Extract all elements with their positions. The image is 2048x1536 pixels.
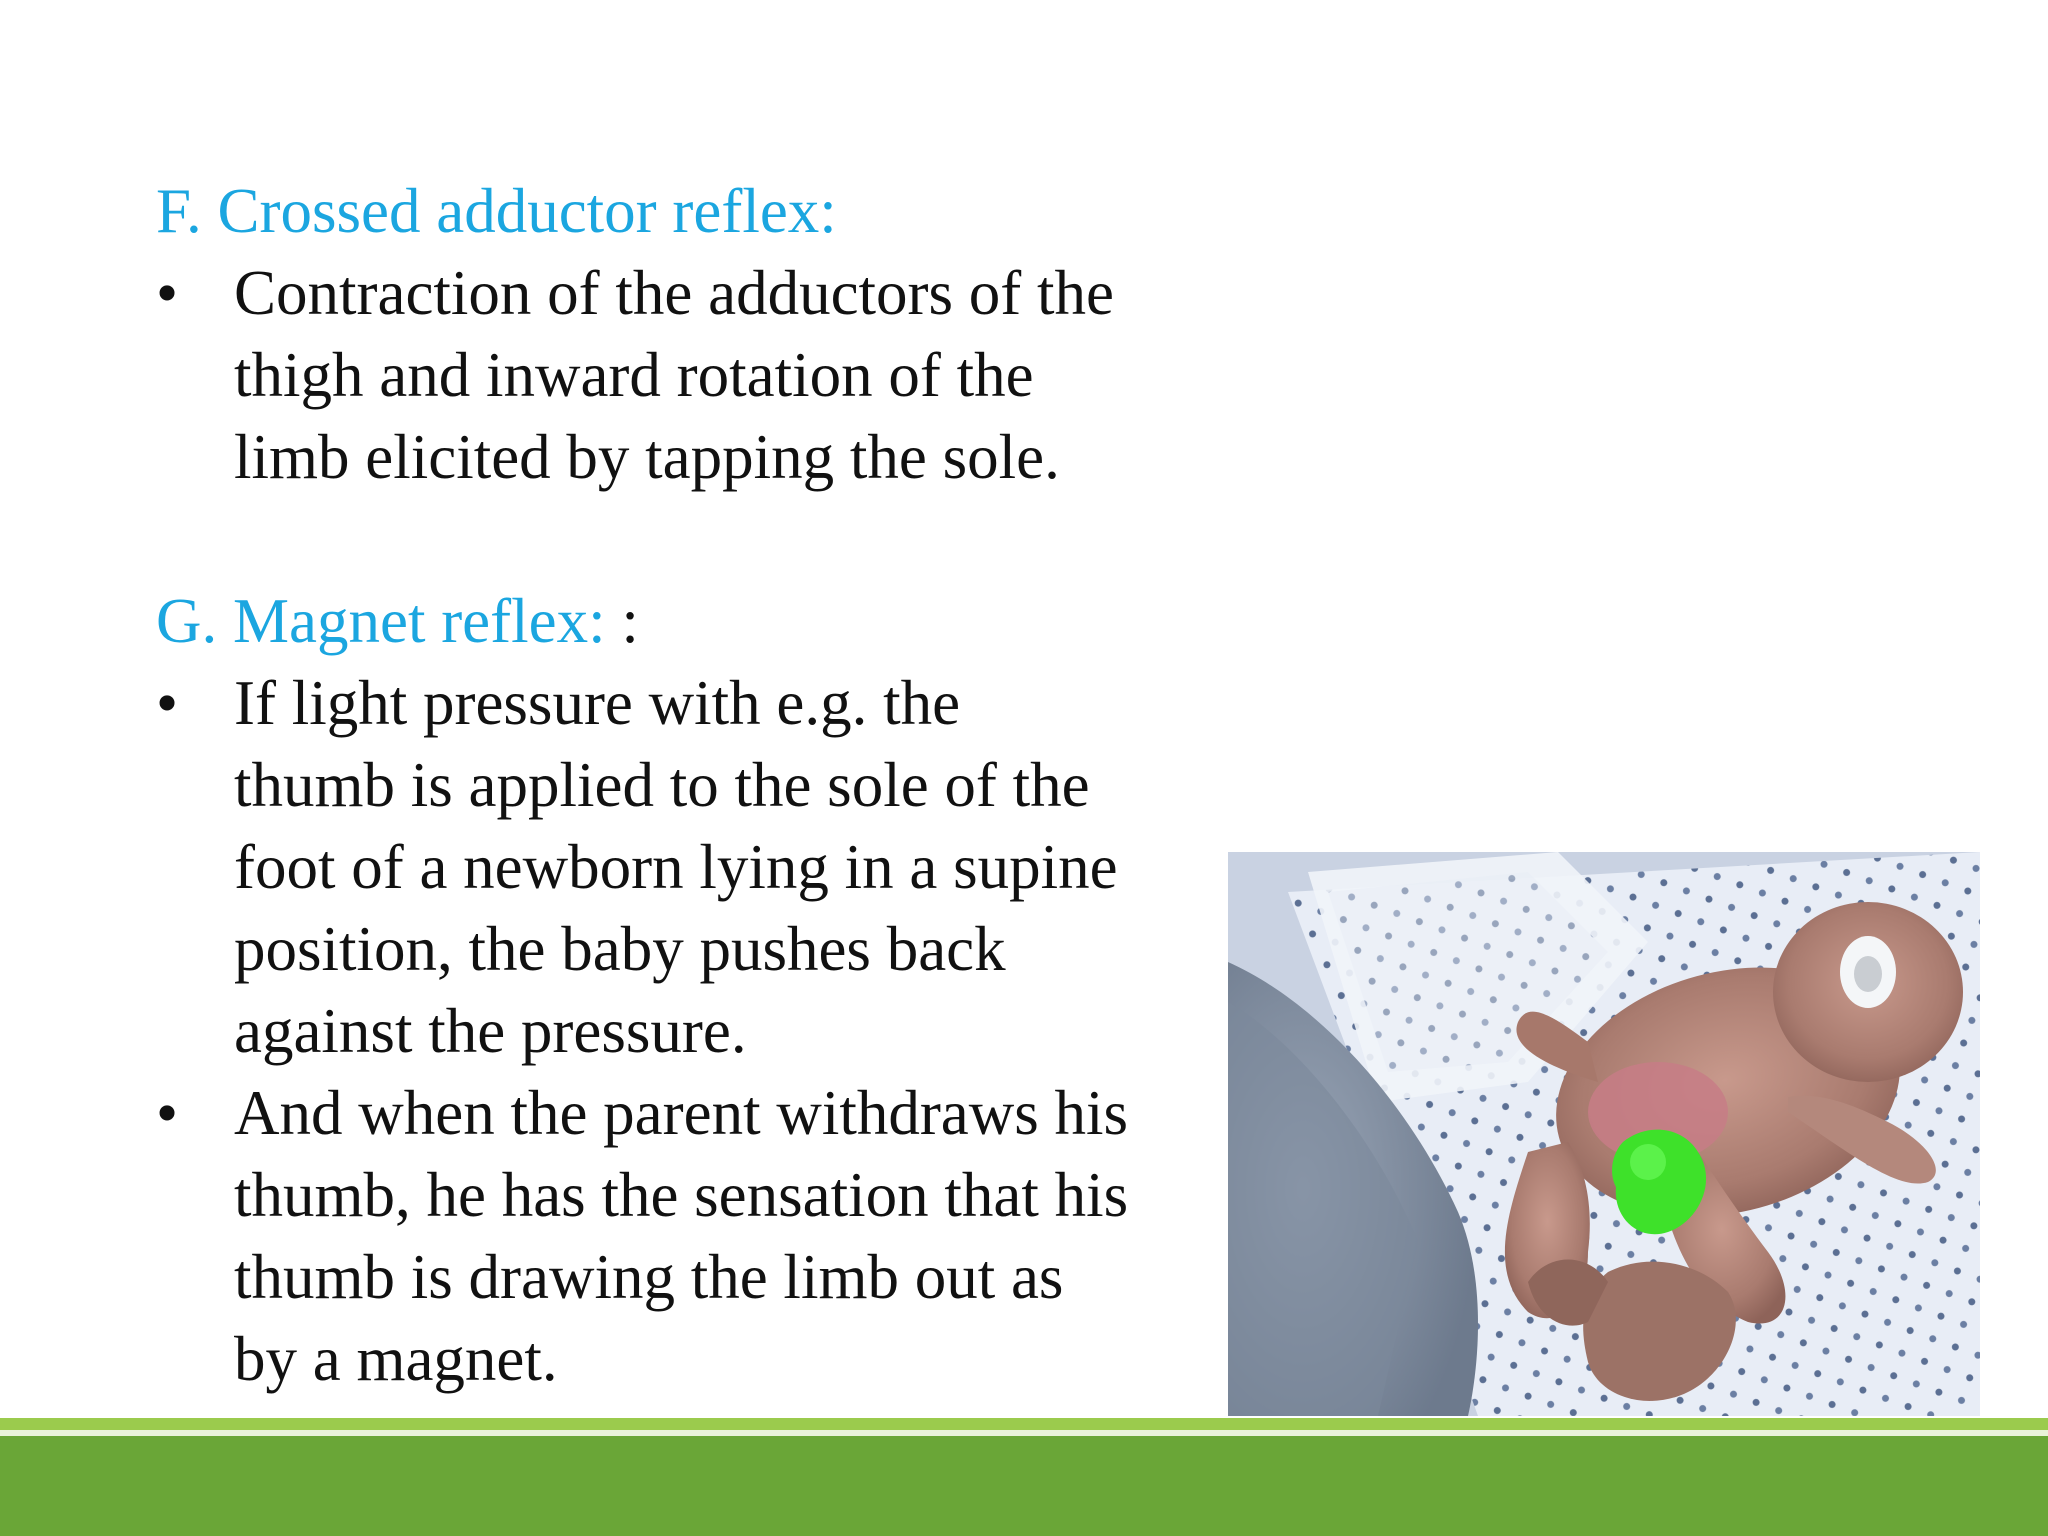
list-item bbox=[156, 662, 1136, 1072]
bullet-text: If light pressure with e.g. the thumb is applied to the sole of the foot of a newborn lying in a supine position, the baby pushes back against the pressure. bbox=[234, 668, 1118, 1066]
bullet-list-crossed-adductor bbox=[156, 252, 1136, 498]
heading-crossed-adductor bbox=[156, 170, 1136, 252]
footer-stripe bbox=[0, 1418, 2048, 1430]
bullet-dot: • bbox=[156, 258, 179, 328]
footer-stripe-gap bbox=[0, 1430, 2048, 1436]
heading-text: F. Crossed adductor reflex: bbox=[156, 176, 837, 246]
list-item bbox=[156, 1072, 1136, 1400]
section-spacer bbox=[156, 498, 1136, 580]
heading-magnet-reflex bbox=[156, 580, 1136, 662]
bullet-text: Contraction of the adductors of the thigh and inward rotation of the limb elicited by tapping the sole. bbox=[234, 258, 1115, 492]
heading-suffix: : bbox=[621, 586, 639, 656]
slide-content bbox=[156, 170, 1136, 1400]
bullet-dot: • bbox=[156, 1078, 179, 1148]
bullet-text: And when the parent withdraws his thumb, he has the sensation that his thumb is drawing the limb out as by a magnet. bbox=[234, 1078, 1129, 1394]
list-item bbox=[156, 252, 1136, 498]
footer-band bbox=[0, 1418, 2048, 1536]
newborn-photo bbox=[1228, 852, 1980, 1416]
newborn-photo-icon bbox=[1228, 852, 1980, 1416]
bullet-dot: • bbox=[156, 668, 179, 738]
heading-text: G. Magnet reflex: bbox=[156, 586, 622, 656]
bullet-list-magnet-reflex bbox=[156, 662, 1136, 1400]
